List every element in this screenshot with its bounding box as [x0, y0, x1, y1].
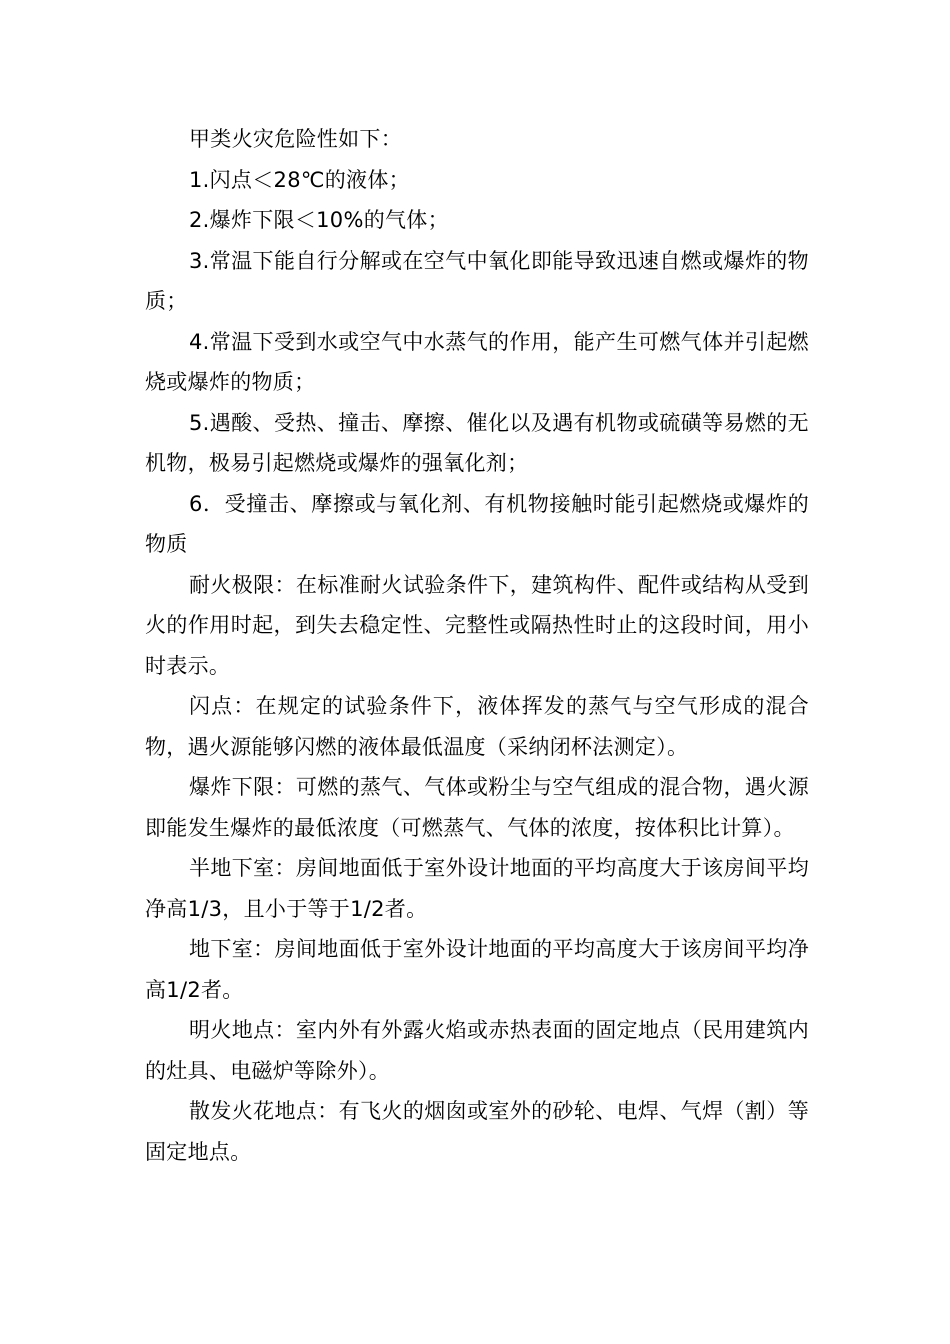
paragraph-semi-basement: 半地下室：房间地面低于室外设计地面的平均高度大于该房间平均净高1/3，且小于等于1/2者。 [145, 856, 809, 921]
paragraph-open-flame-location: 明火地点：室内外有外露火焰或赤热表面的固定地点（民用建筑内的灶具、电磁炉等除外）。 [145, 1018, 809, 1083]
paragraph-lower-explosive-limit: 爆炸下限：可燃的蒸气、气体或粉尘与空气组成的混合物，遇火源即能发生爆炸的最低浓度（可燃蒸气、气体的浓度，按体积比计算）。 [145, 775, 809, 840]
paragraph-spark-location: 散发火花地点：有飞火的烟囱或室外的砂轮、电焊、气焊（割）等固定地点。 [145, 1099, 809, 1164]
paragraph-item-6: 6．受撞击、摩擦或与氧化剂、有机物接触时能引起燃烧或爆炸的物质 [145, 491, 809, 556]
document-body [145, 119, 809, 1172]
paragraph-item-2: 2.爆炸下限＜10%的气体； [189, 208, 449, 232]
paragraph-basement: 地下室：房间地面低于室外设计地面的平均高度大于该房间平均净高1/2者。 [145, 937, 809, 1002]
paragraph-item-5: 5.遇酸、受热、撞击、摩擦、催化以及遇有机物或硫磺等易燃的无机物，极易引起燃烧或爆炸的强氧化剂； [145, 410, 809, 475]
paragraph-item-1: 1.闪点＜28℃的液体； [189, 167, 410, 192]
paragraph-item-3: 3.常温下能自行分解或在空气中氧化即能导致迅速自燃或爆炸的物质； [145, 248, 809, 313]
paragraph-fire-resistance: 耐火极限：在标准耐火试验条件下，建筑构件、配件或结构从受到火的作用时起，到失去稳定性、完整性或隔热性时止的这段时间，用小时表示。 [145, 572, 809, 678]
paragraph-class-a-heading: 甲类火灾危险性如下： [189, 127, 402, 151]
paragraph-item-4: 4.常温下受到水或空气中水蒸气的作用，能产生可燃气体并引起燃烧或爆炸的物质； [145, 329, 809, 394]
paragraph-flash-point: 闪点：在规定的试验条件下，液体挥发的蒸气与空气形成的混合物，遇火源能够闪燃的液体最低温度（采纳闭杯法测定）。 [145, 694, 809, 759]
